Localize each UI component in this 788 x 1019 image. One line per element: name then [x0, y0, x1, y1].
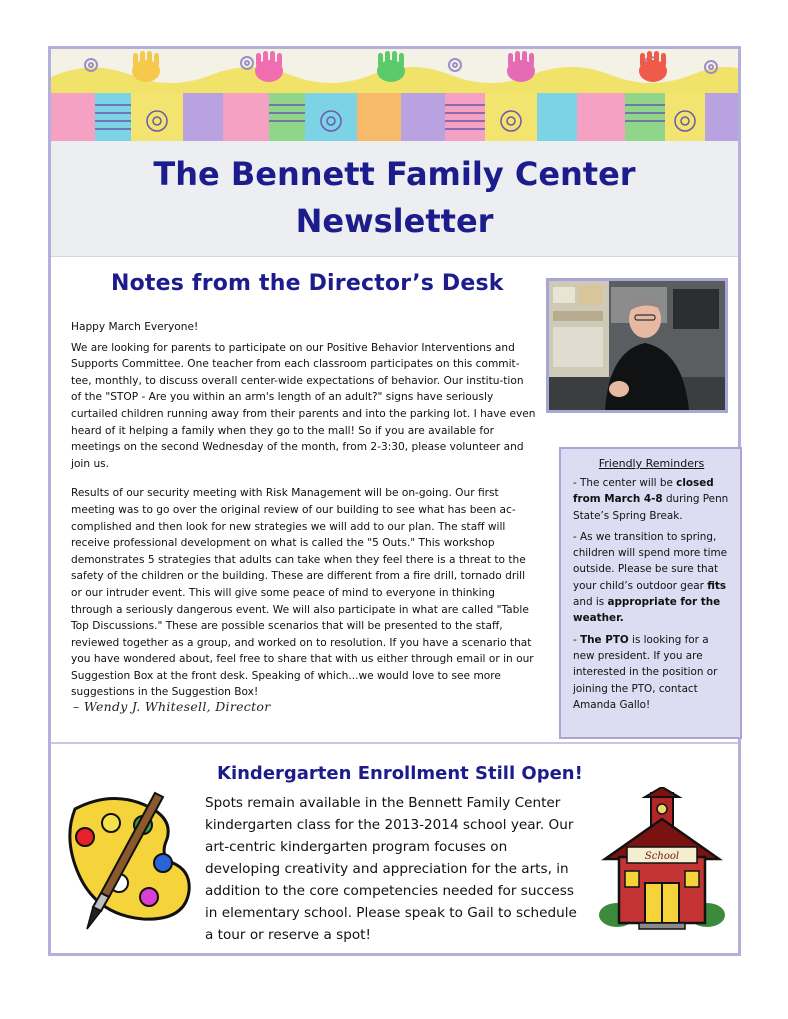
reminder-closed: [573, 475, 730, 524]
director-heading: Notes from the Director’s Desk: [111, 271, 504, 296]
director-greeting: Happy March Everyone!: [71, 321, 199, 333]
reminder-text: and is: [573, 596, 608, 609]
reminder-text: -: [573, 633, 581, 646]
kindergarten-body: Spots remain available in the Bennett Family Center kindergarten class for the 2013-2014 school year. Our art-centric kindergarten program focuses on developing creativity and appreciation for the arts, in addition to the core competencies needed for success in elementary school. Please speak to Gail to schedule a tour or reserve a spot!: [205, 795, 577, 943]
director-signature: – Wendy J. Whitesell, Director: [73, 699, 271, 714]
reminder-pto: [573, 632, 730, 713]
reminder-spring-gear: [573, 529, 730, 627]
director-photo: [546, 278, 728, 413]
newsletter-page: [48, 46, 741, 956]
title-line-2: Newsletter: [295, 202, 494, 240]
kindergarten-heading: Kindergarten Enrollment Still Open!: [217, 763, 583, 784]
schoolhouse-icon: [599, 787, 725, 937]
paint-palette-icon: [57, 779, 197, 939]
title-line-1: The Bennett Family Center: [153, 155, 636, 193]
section-divider: [51, 742, 738, 744]
reminder-text: - The center will be: [573, 477, 677, 489]
director-article: [71, 319, 537, 714]
reminder-emphasis: appropriate for the weather.: [573, 596, 721, 625]
reminder-emphasis: The PTO: [580, 633, 629, 646]
reminder-emphasis: fits: [707, 579, 727, 592]
reminder-emphasis: closed from March 4-8: [573, 477, 714, 506]
director-paragraph-1: We are looking for parents to participate on our Positive Behavior Interventions and Supports Committee. One teacher from each classroom participates on this commit-tee, monthly, to discuss overall center-wide expectations of behavior. Our institu-tion of the "STOP - Are you within an arm's length of an adult?" signs have seriously curtailed children running away from their parents and into the parking lot. I have even heard of it helping a family when they go to the mall! So if you are available for meetings on the second Wednesday of the month, from 2-3:30, please volunteer and join us.: [71, 341, 536, 470]
reminder-text: - As we transition to spring, children will spend more time outside. Please be sure that your child’s outdoor gear: [573, 530, 728, 592]
reminder-text: during Penn State’s Spring Break.: [573, 493, 729, 522]
director-paragraph-2: Results of our security meeting with Risk Management will be on-going. Our first meeting was to go over the original review of our building to see what has been ac-complished and then look for new strategies we will add to our plan. The staff will receive professional development on what is called the "5 Outs." This workshop demonstrates 5 strategies that adults can take when they feel there is a threat to the safety of the children or the building. These are different from a fire drill, tornado drill or our intruder event. This will give some peace of mind to everyone in thinking through a seriously dangerous event. We will also participate in what are called "Table Top Discussions." These are possible scenarios that will be presented to the staff, reviewed together as a group, and worked on to resolution. If you have a scenario that you have wondered about, feel free to share that with us either through email or in our Suggestion Box at the front desk. Speaking of which...we would love to see more suggestions in the Suggestion Box!: [71, 487, 534, 699]
title-band: [51, 141, 738, 257]
reminder-text: is looking for a new president. If you are interested in the position or joining the PTO, contact Amanda Gallo!: [573, 633, 718, 711]
handprint-banner: [51, 49, 738, 141]
reminders-heading: Friendly Reminders: [598, 457, 705, 470]
friendly-reminders-box: [559, 447, 742, 739]
school-sign-text: School: [644, 851, 680, 862]
newsletter-title: [51, 141, 738, 245]
